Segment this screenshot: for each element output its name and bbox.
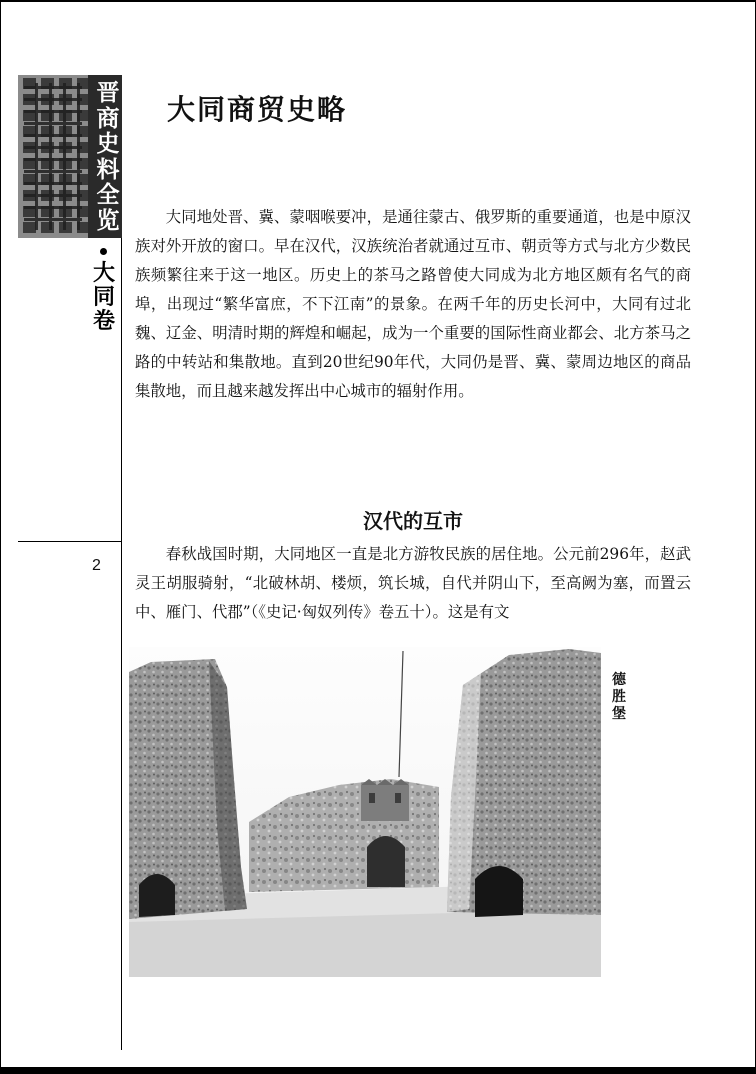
top-border [0,0,756,2]
page-number: 2 [92,557,101,574]
section-title: 汉代的互市 [363,509,463,533]
fortress-ruins-illustration [129,647,601,977]
separator-dot [100,248,107,255]
page-number-rule [18,541,122,542]
photo-caption: 德胜堡 [612,672,626,722]
lattice-pattern-ornament [18,75,88,238]
volume-label: 大同卷 [92,261,115,334]
section-paragraph: 春秋战国时期，大同地区一直是北方游牧民族的居住地。公元前296年，赵武灵王胡服骑射，“北破林胡、楼烦，筑长城，自代并阴山下，至高阙为塞，而置云中、雁门、代郡”（《史记·匈奴列传》卷五十）。这是有文 [135,545,691,621]
intro-paragraph: 大同地处晋、冀、蒙咽喉要冲，是通往蒙古、俄罗斯的重要通道，也是中原汉族对外开放的窗口。早在汉代，汉族统治者就通过互市、朝贡等方式与北方少数民族频繁往来于这一地区。历史上的茶马之路曾使大同成为北方地区颇有名气的商埠，出现过“繁华富庶，不下江南”的景象。在两千年的历史长河中，大同有过北魏、辽金、明清时期的辉煌和崛起，成为一个重要的国际性商业都会、北方茶马之路的中转站和集散地。直到20世纪90年代，大同仍是晋、冀、蒙周边地区的商品集散地，而且越来越发挥出中心城市的辐射作用。 [135,208,691,400]
bottom-border [0,1067,756,1074]
book-title: 晋商史料全览 [96,80,120,234]
chapter-title: 大同商贸史略 [167,93,348,126]
fortress-photo [129,647,601,977]
book-title-banner [18,75,122,238]
